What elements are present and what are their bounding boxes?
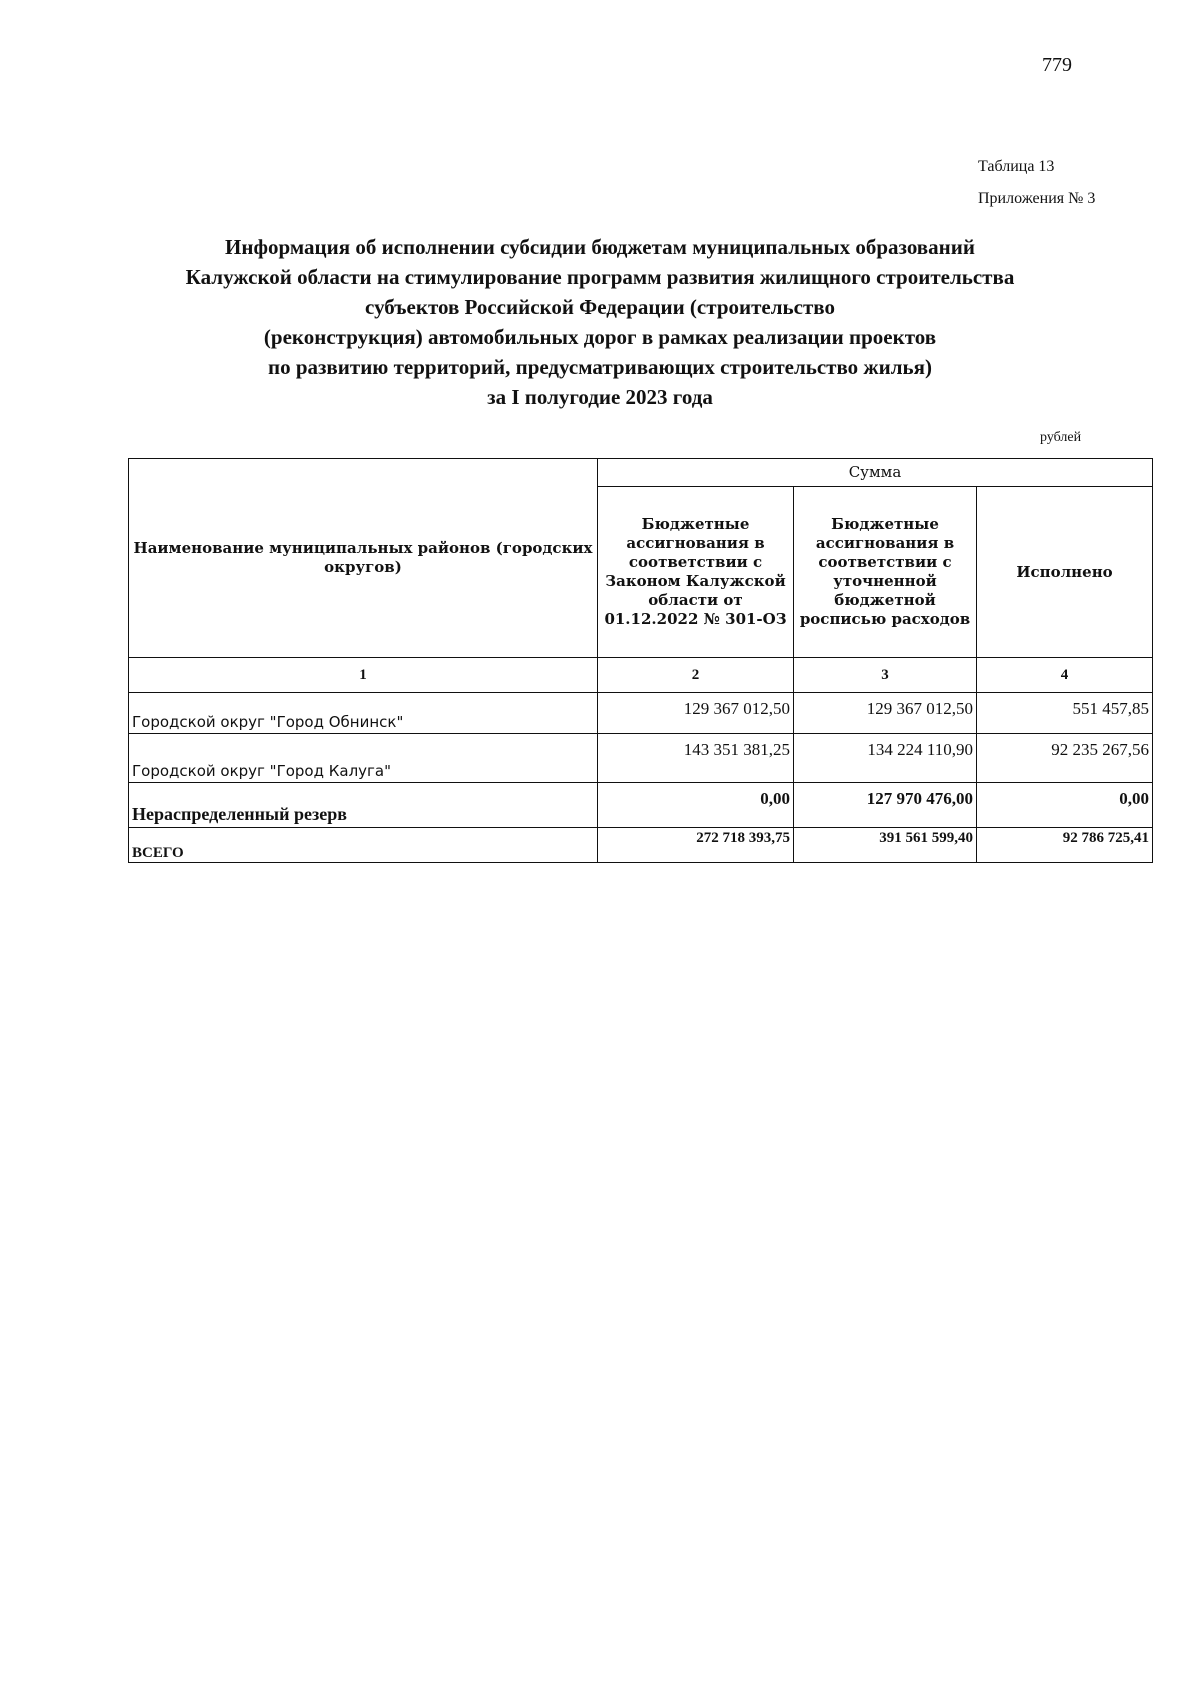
table-label: Таблица 13 (978, 158, 1055, 175)
document-title (150, 232, 1050, 412)
total-value-col2: 272 718 393,75 (598, 828, 794, 863)
row-value-col2: 143 351 381,25 (598, 734, 794, 783)
header-row (129, 459, 1153, 487)
table-row (129, 783, 1153, 828)
total-row (129, 828, 1153, 863)
column-number-row (129, 658, 1153, 693)
title-line: за I полугодие 2023 года (487, 385, 713, 409)
title-line: по развитию территорий, предусматривающих строительство жилья) (267, 355, 933, 379)
title-line: (реконструкция) автомобильных дорог в рамках реализации проектов (263, 325, 937, 349)
title-line: Информация об исполнении субсидии бюджетам муниципальных образований (225, 235, 975, 259)
total-label: ВСЕГО (129, 828, 598, 863)
budget-table (128, 458, 1153, 863)
appendix-label: Приложения № 3 (978, 190, 1096, 207)
column-number: 3 (794, 658, 977, 693)
header-col-executed: Исполнено (977, 487, 1153, 658)
header-col-law-allocation: Бюджетные ассигнования в соответствии с Законом Калужской области от 01.12.2022 № 301-ОЗ (598, 487, 794, 658)
row-value-col4: 551 457,85 (977, 693, 1153, 734)
row-name: Нераспределенный резерв (129, 783, 598, 828)
row-name: Городской округ "Город Обнинск" (129, 693, 598, 734)
table-row (129, 734, 1153, 783)
title-line: Калужской области на стимулирование программ развития жилищного строительства (185, 265, 1015, 289)
header-col-revised-allocation: Бюджетные ассигнования в соответствии с уточненной бюджетной росписью расходов (794, 487, 977, 658)
header-name-column: Наименование муниципальных районов (городских округов) (129, 459, 598, 658)
row-value-col4: 92 235 267,56 (977, 734, 1153, 783)
header-sum-group: Сумма (598, 459, 1153, 487)
column-number: 4 (977, 658, 1153, 693)
units-label: рублей (1040, 430, 1082, 445)
column-number: 1 (129, 658, 598, 693)
row-value-col3: 134 224 110,90 (794, 734, 977, 783)
row-value-col3: 129 367 012,50 (794, 693, 977, 734)
table-row (129, 693, 1153, 734)
title-line: субъектов Российской Федерации (строительство (365, 295, 835, 319)
column-number: 2 (598, 658, 794, 693)
row-value-col3: 127 970 476,00 (794, 783, 977, 828)
total-value-col4: 92 786 725,41 (977, 828, 1153, 863)
row-value-col2: 129 367 012,50 (598, 693, 794, 734)
page-number: 779 (1042, 54, 1072, 76)
row-value-col2: 0,00 (598, 783, 794, 828)
total-value-col3: 391 561 599,40 (794, 828, 977, 863)
row-value-col4: 0,00 (977, 783, 1153, 828)
row-name: Городской округ "Город Калуга" (129, 734, 598, 783)
